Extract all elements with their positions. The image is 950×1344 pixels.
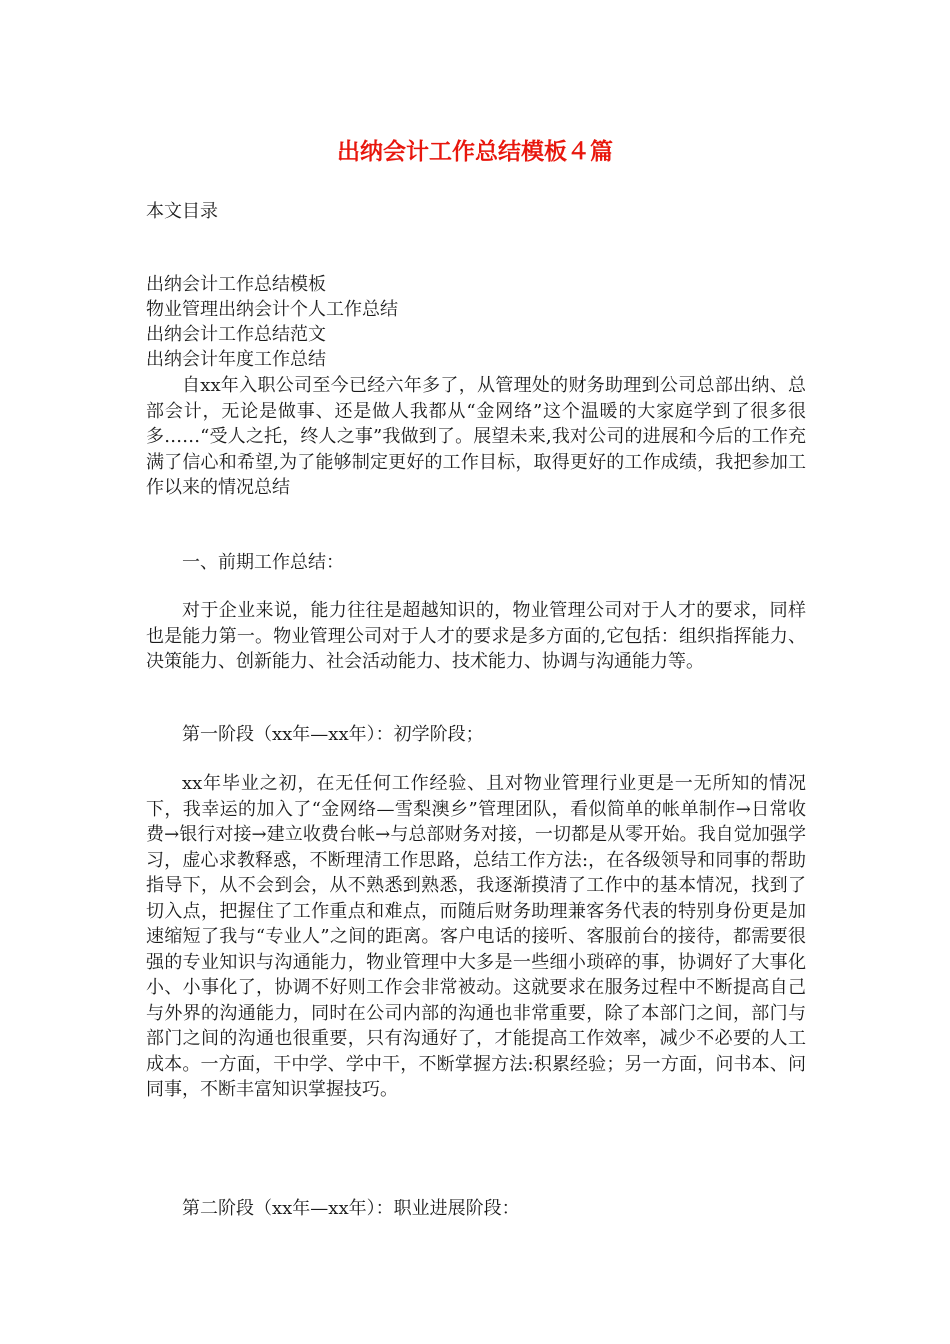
stage2-heading: 第二阶段（xx年—xx年）：职业进展阶段：	[182, 1198, 520, 1219]
stage1-paragraph: xx年毕业之初，在无任何工作经验、且对物业管理行业更是一无所知的情况下，我幸运的加入了“金网络—雪梨澳乡”管理团队，看似简单的帐单制作→日常收费→银行对接→建立收费台帐→与总部财务对接，一切都是从零开始。我自觉加强学习，虚心求教释惑，不断理清工作思路，总结工作方法:，在各级领导和同事的帮助指导下，从不会到会，从不熟悉到熟悉，我逐渐摸清了工作中的基本情况，找到了切入点，把握住了工作重点和难点，而随后财务助理兼客务代表的特别身份更是加速缩短了我与“专业人”之间的距离。客户电话的接听、客服前台的接待，都需要很强的专业知识与沟通能力，物业管理中大多是一些细小琐碎的事，协调好了大事化小、小事化了，协调不好则工作会非常被动。这就要求在服务过程中不断提高自己与外界的沟通能力，同时在公司内部的沟通也非常重要，除了本部门之间，部门与部门之间的沟通也很重要，只有沟通好了，才能提高工作效率，减少不必要的人工成本。一方面，干中学、学中干，不断掌握方法:积累经验；另一方面，问书本、问同事，不断丰富知识掌握技巧。	[146, 773, 806, 1100]
toc-item[interactable]: 出纳会计工作总结范文	[146, 324, 326, 345]
document-title: 出纳会计工作总结模板４篇	[337, 139, 613, 165]
toc-item[interactable]: 出纳会计年度工作总结	[146, 349, 326, 370]
intro-paragraph: 自xx年入职公司至今已经六年多了，从管理处的财务助理到公司总部出纳、总部会计，无论是做事、还是做人我都从“金网络”这个温暖的大家庭学到了很多很多……“受人之托，终人之事”我做到了。展望未来,我对公司的进展和今后的工作充满了信心和希望,为了能够制定更好的工作目标，取得更好的工作成绩，我把参加工作以来的情况总结	[146, 375, 806, 498]
toc-item[interactable]: 物业管理出纳会计个人工作总结	[146, 299, 398, 320]
toc-heading: 本文目录	[146, 201, 218, 222]
stage1-heading: 第一阶段（xx年—xx年）：初学阶段；	[182, 724, 484, 745]
ability-paragraph: 对于企业来说，能力往往是超越知识的，物业管理公司对于人才的要求，同样也是能力第一。物业管理公司对于人才的要求是多方面的,它包括：组织指挥能力、决策能力、创新能力、社会活动能力、技术能力、协调与沟通能力等。	[146, 600, 806, 672]
section-heading-early-work: 一、前期工作总结：	[182, 552, 344, 573]
table-of-contents	[146, 272, 826, 372]
toc-item[interactable]: 出纳会计工作总结模板	[146, 274, 326, 295]
